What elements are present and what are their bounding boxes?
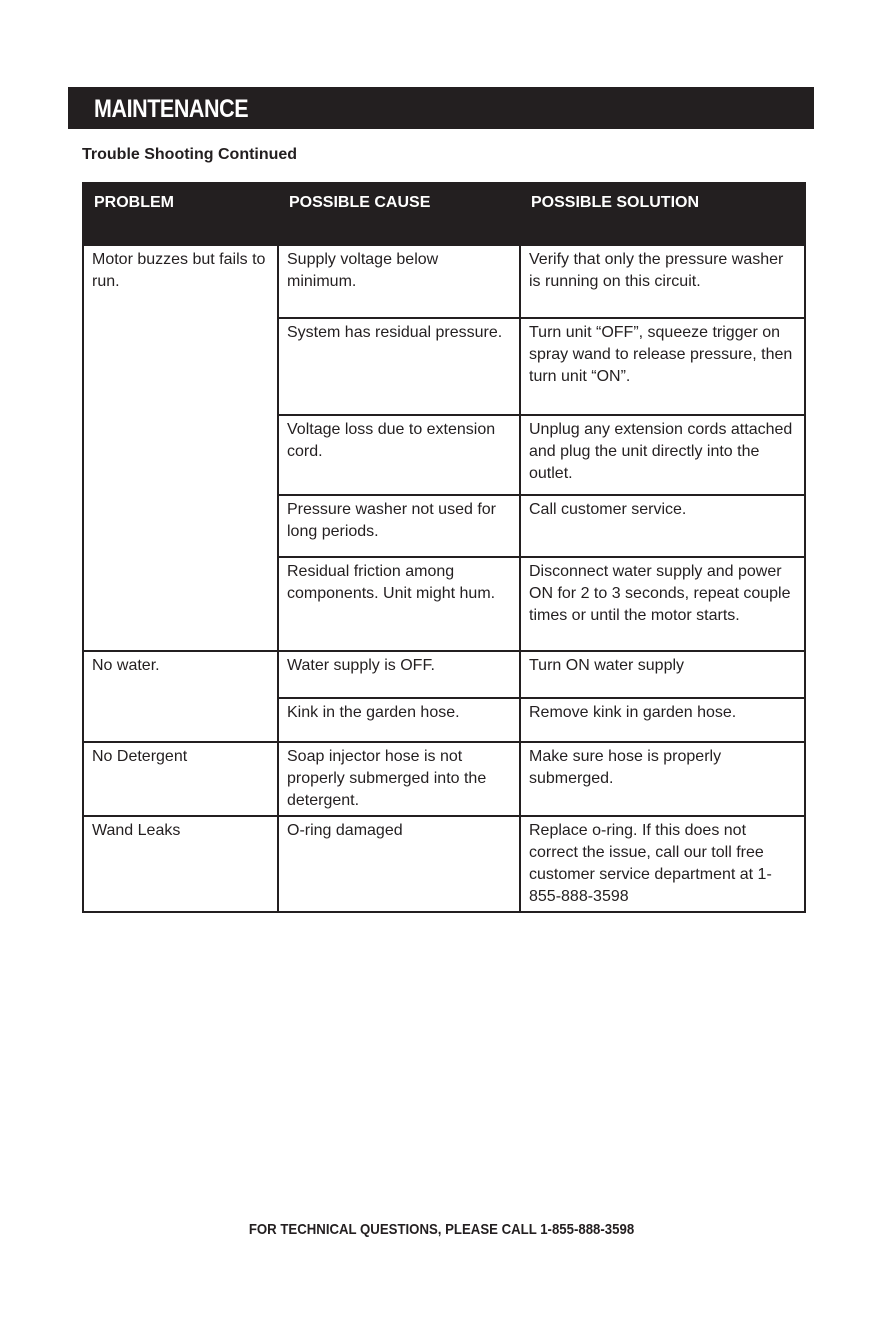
problem-cell: Motor buzzes but fails to run. <box>83 245 278 651</box>
problem-cell: Wand Leaks <box>83 816 278 912</box>
header-cause: POSSIBLE CAUSE <box>278 183 520 245</box>
table-row <box>83 245 805 318</box>
solution-cell: Call customer service. <box>520 495 805 557</box>
solution-cell: Turn unit “OFF”, squeeze trigger on spray wand to release pressure, then turn unit “ON”. <box>520 318 805 415</box>
table-row <box>83 651 805 698</box>
cause-cell: Kink in the garden hose. <box>278 698 520 742</box>
troubleshooting-table <box>82 182 806 913</box>
section-banner <box>68 87 814 129</box>
cause-cell: Supply voltage below minimum. <box>278 245 520 318</box>
cause-cell: Soap injector hose is not properly submerged into the detergent. <box>278 742 520 816</box>
solution-cell: Replace o-ring. If this does not correct the issue, call our toll free customer service department at 1-855-888-3598 <box>520 816 805 912</box>
table-row <box>83 816 805 912</box>
problem-cell: No water. <box>83 651 278 742</box>
problem-cell: No Detergent <box>83 742 278 816</box>
solution-cell: Remove kink in garden hose. <box>520 698 805 742</box>
solution-cell: Disconnect water supply and power ON for 2 to 3 seconds, repeat couple times or until the motor starts. <box>520 557 805 651</box>
cause-cell: Residual friction among components. Unit might hum. <box>278 557 520 651</box>
header-solution: POSSIBLE SOLUTION <box>520 183 805 245</box>
cause-cell: System has residual pressure. <box>278 318 520 415</box>
solution-cell: Make sure hose is properly submerged. <box>520 742 805 816</box>
solution-cell: Turn ON water supply <box>520 651 805 698</box>
cause-cell: Voltage loss due to extension cord. <box>278 415 520 495</box>
page-subtitle: Trouble Shooting Continued <box>82 146 298 163</box>
cause-cell: Pressure washer not used for long periods. <box>278 495 520 557</box>
section-title: MAINTENANCE <box>94 95 249 123</box>
solution-cell: Unplug any extension cords attached and plug the unit directly into the outlet. <box>520 415 805 495</box>
table-header-row <box>83 183 805 245</box>
footer-technical-line: FOR TECHNICAL QUESTIONS, PLEASE CALL 1-855-888-3598 <box>248 1221 635 1238</box>
cause-cell: O-ring damaged <box>278 816 520 912</box>
table-row <box>83 742 805 816</box>
header-problem: PROBLEM <box>83 183 278 245</box>
cause-cell: Water supply is OFF. <box>278 651 520 698</box>
solution-cell: Verify that only the pressure washer is running on this circuit. <box>520 245 805 318</box>
